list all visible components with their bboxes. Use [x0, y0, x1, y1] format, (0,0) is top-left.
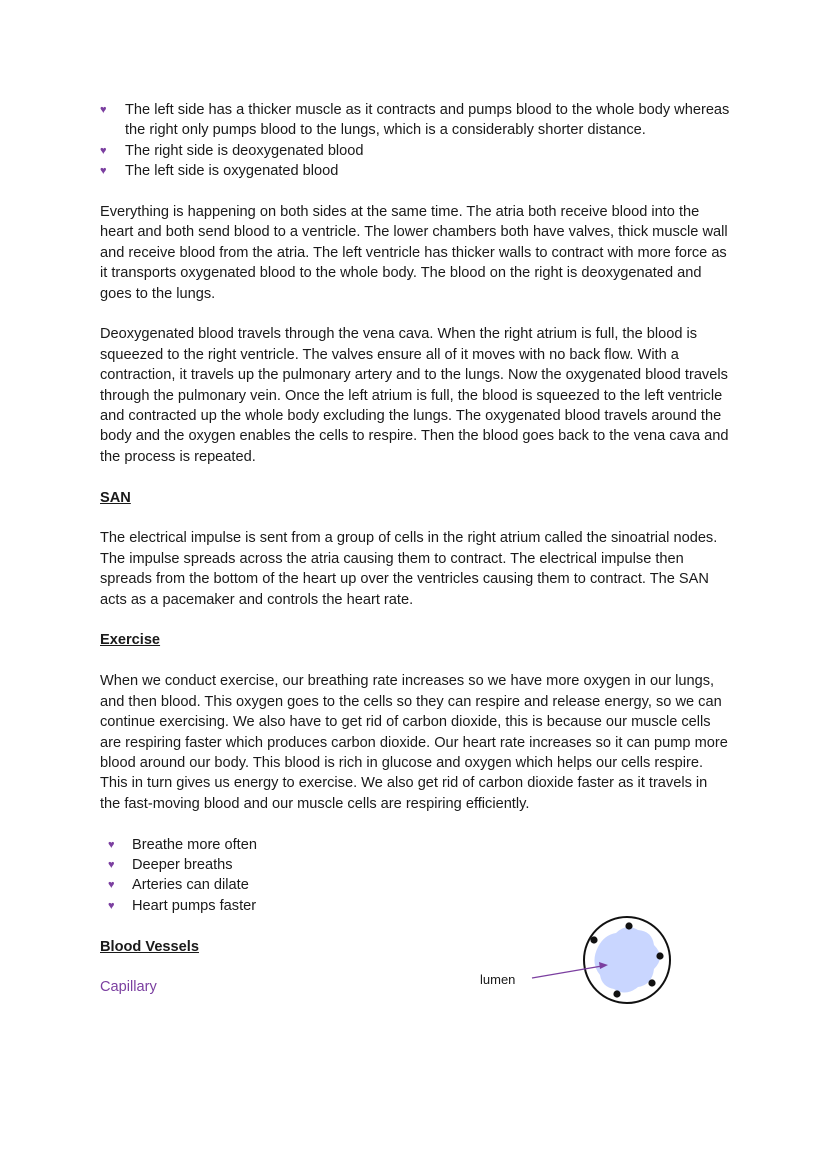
list-item [100, 875, 730, 895]
list-item-text: Arteries can dilate [132, 877, 249, 894]
list-item [100, 855, 730, 875]
list-item-text: The left side is oxygenated blood [125, 163, 339, 180]
heart-bullet-icon: ♥ [100, 165, 107, 178]
list-item [100, 100, 730, 141]
heart-bullet-icon: ♥ [108, 879, 115, 892]
cell-nucleus [625, 922, 632, 929]
paragraph-heart-sides: Everything is happening on both sides at the same time. The atria both receive blood into the heart and both send blood to a ventricle. The lower chambers both have valves, thick muscle wall and receive blood from the atria. The left ventricle has thicker walls to contract with more force as it transports oxygenated blood to the whole body. The blood on the right is deoxygenated and goes to the lungs. [100, 204, 728, 302]
list-item-text: The right side is deoxygenated blood [125, 142, 364, 159]
cell-nucleus [648, 979, 655, 986]
paragraph-exercise: When we conduct exercise, our breathing rate increases so we have more oxygen in our lungs, and then blood. This oxygen goes to the cells so they can respire and release energy, so we can continue exercising. We also have to get rid of carbon dioxide, this is because our muscle cells are respiring faster which produces carbon dioxide. Our heart rate increases so it can pump more blood around our body. This blood is rich in glucose and oxygen which helps our cells respire. This in turn gives us energy to exercise. We also get rid of carbon dioxide faster as it travels in the fast-moving blood and our muscle cells are respiring efficiently. [100, 673, 728, 812]
heart-sides-list [100, 100, 730, 182]
blood-vessels-heading: Blood Vessels [100, 938, 199, 955]
list-item [100, 141, 730, 161]
document-page [100, 100, 730, 998]
exercise-effects-list [100, 835, 730, 917]
san-heading: SAN [100, 489, 131, 506]
heart-bullet-icon: ♥ [100, 104, 107, 116]
list-item-text: Deeper breaths [132, 856, 233, 873]
heart-bullet-icon: ♥ [108, 899, 115, 912]
exercise-heading: Exercise [100, 632, 161, 649]
paragraph-circulation: Deoxygenated blood travels through the vena cava. When the right atrium is full, the blood is squeezed to the right ventricle. The valves ensure all of it moves with no back flow. With a contraction, it travels up the pulmonary artery and to the lungs. Now the oxygenated blood travels through the pulmonary vein. Once the left atrium is full, the blood is squeezed to the left ventricle and contracted up the whole body excluding the lungs. The oxygenated blood travels around the body and the oxygen enables the cells to respire. Then the blood goes back to the vena cava and the process is repeated. [100, 326, 729, 465]
list-item-text: Breathe more often [132, 836, 257, 853]
capillary-label: Capillary [100, 979, 157, 996]
list-item [100, 835, 730, 855]
heart-bullet-icon: ♥ [100, 144, 107, 157]
heart-bullet-icon: ♥ [108, 838, 115, 851]
cell-nucleus [590, 936, 597, 943]
list-item-text: Heart pumps faster [132, 897, 257, 914]
cell-nucleus [613, 990, 620, 997]
heart-bullet-icon: ♥ [108, 858, 115, 871]
capillary-cross-section-diagram [470, 905, 690, 1015]
paragraph-san: The electrical impulse is sent from a group of cells in the right atrium called the sinoatrial nodes. The impulse spreads across the atria causing them to contract. The electrical impulse then spreads from the bottom of the heart up over the ventricles causing them to contract. The SAN acts as a pacemaker and controls the heart rate. [100, 530, 718, 608]
list-item-text: The left side has a thicker muscle as it contracts and pumps blood to the whole body whereas the right only pumps blood to the lungs, which is a considerably shorter distance. [125, 102, 730, 139]
list-item [100, 161, 730, 181]
cell-nucleus [656, 952, 663, 959]
lumen-label: lumen [480, 972, 516, 987]
